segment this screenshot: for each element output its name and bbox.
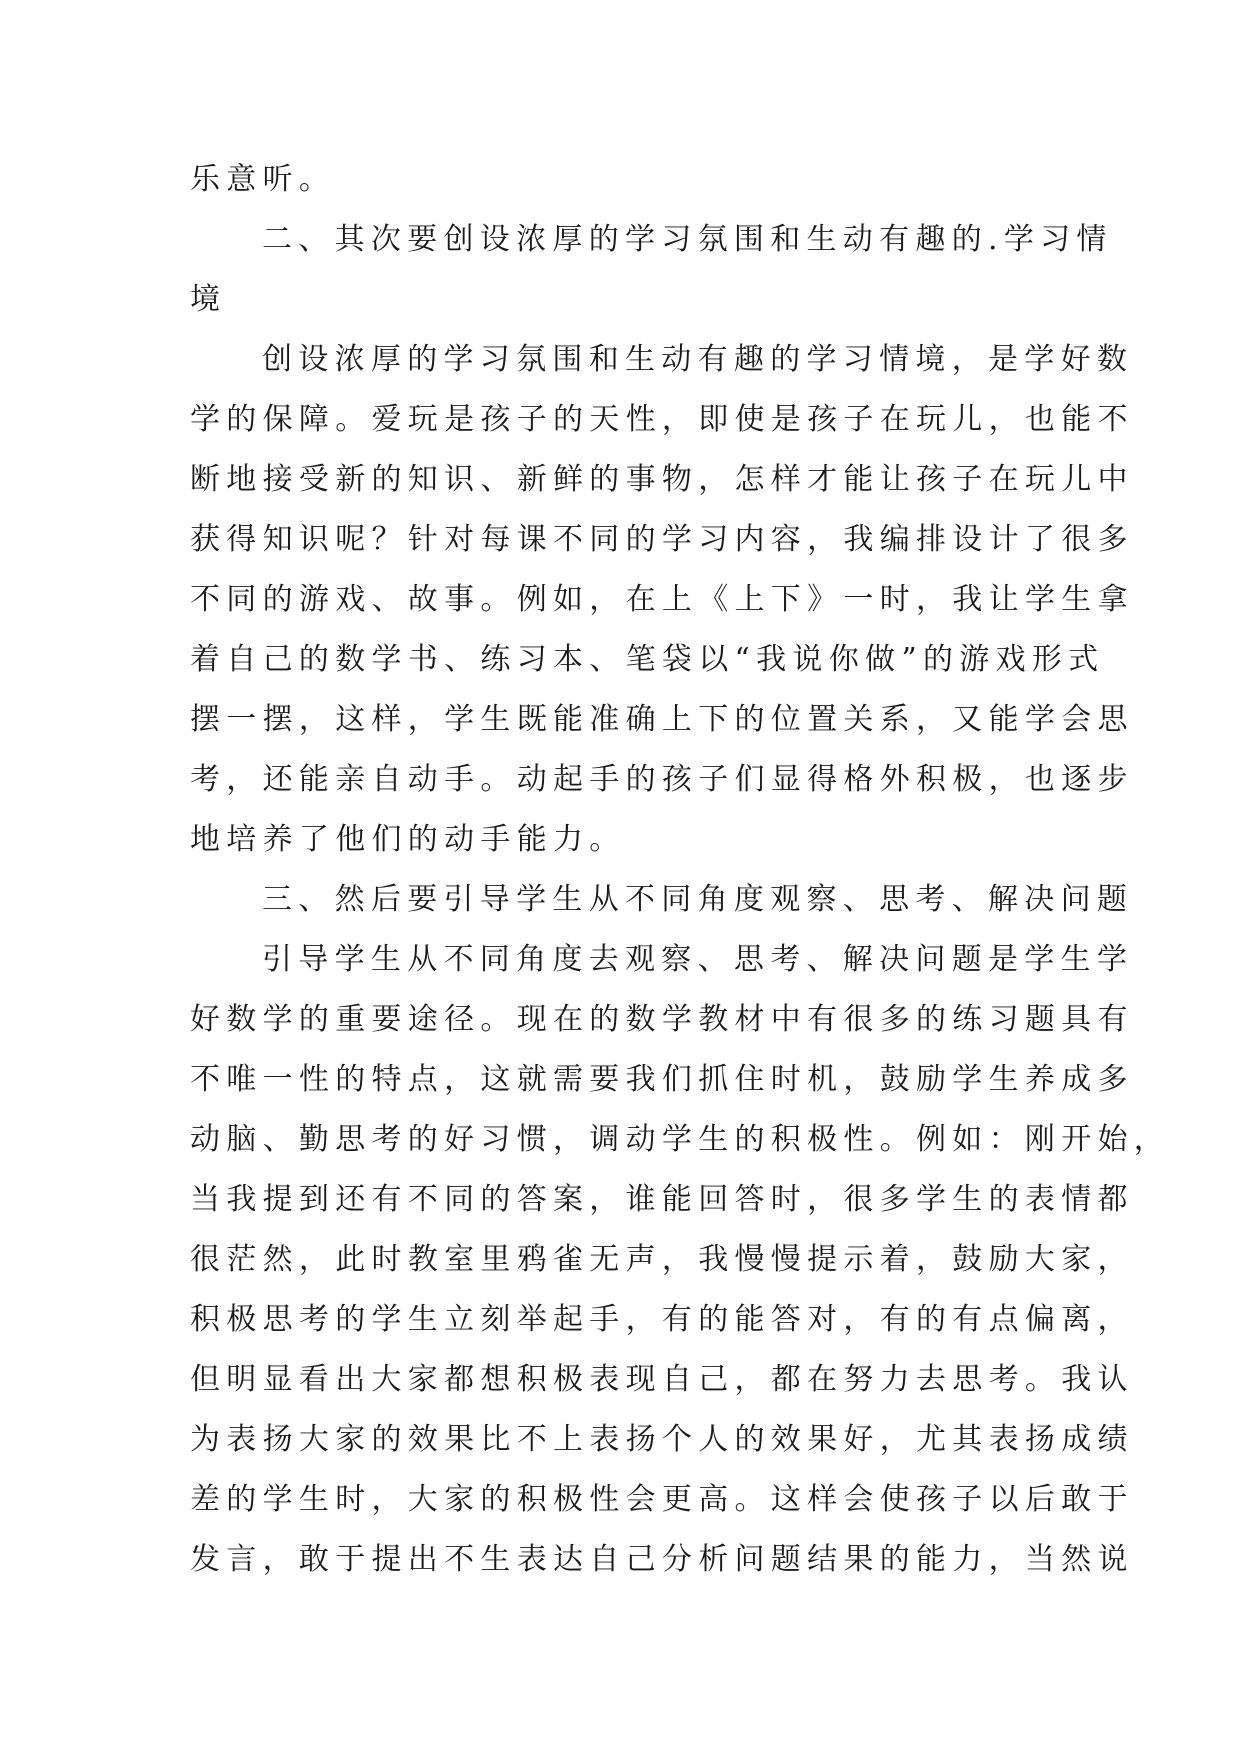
- text-line: 很茫然，此时教室里鸦雀无声，我慢慢提示着，鼓励大家，: [190, 1242, 1134, 1277]
- text-line: 但明显看出大家都想积极表现自己，都在努力去思考。我认: [190, 1362, 1134, 1397]
- text-line: 获得知识呢？针对每课不同的学习内容，我编排设计了很多: [190, 522, 1134, 557]
- text-line: 不唯一性的特点，这就需要我们抓住时机，鼓励学生养成多: [190, 1062, 1134, 1097]
- text-line: 好数学的重要途径。现在的数学教材中有很多的练习题具有: [190, 1002, 1134, 1037]
- text-line: 积极思考的学生立刻举起手，有的能答对，有的有点偏离，: [190, 1302, 1134, 1337]
- text-line: 动脑、勤思考的好习惯，调动学生的积极性。例如：刚开始，: [190, 1122, 1171, 1157]
- section-heading-2-cont: 境: [190, 282, 227, 317]
- text-line: 当我提到还有不同的答案，谁能回答时，很多学生的表情都: [190, 1182, 1134, 1217]
- text-line: 学的保障。爱玩是孩子的天性，即使是孩子在玩儿，也能不: [190, 402, 1134, 437]
- text-line: 引导学生从不同角度去观察、思考、解决问题是学生学: [262, 942, 1134, 977]
- document-body: [190, 150, 1171, 1590]
- text-line: 摆一摆，这样，学生既能准确上下的位置关系，又能学会思: [190, 702, 1134, 737]
- text-line: 差的学生时，大家的积极性会更高。这样会使孩子以后敢于: [190, 1482, 1134, 1517]
- text-line: 创设浓厚的学习氛围和生动有趣的学习情境，是学好数: [262, 342, 1134, 377]
- text-line: 考，还能亲自动手。动起手的孩子们显得格外积极，也逐步: [190, 762, 1134, 797]
- text-line: 乐意听。: [190, 162, 336, 197]
- text-line: 着自己的数学书、练习本、笔袋以“我说你做”的游戏形式: [190, 642, 1105, 677]
- text-line: 发言，敢于提出不生表达自己分析问题结果的能力，当然说: [190, 1542, 1134, 1577]
- text-line: 地培养了他们的动手能力。: [190, 822, 626, 857]
- text-line: 不同的游戏、故事。例如，在上《上下》一时，我让学生拿: [190, 582, 1134, 617]
- text-line: 为表扬大家的效果比不上表扬个人的效果好，尤其表扬成绩: [190, 1422, 1134, 1457]
- text-line: 断地接受新的知识、新鲜的事物，怎样才能让孩子在玩儿中: [190, 462, 1134, 497]
- section-heading-2: 二、其次要创设浓厚的学习氛围和生动有趣的.学习情: [262, 222, 1113, 257]
- section-heading-3: 三、然后要引导学生从不同角度观察、思考、解决问题: [262, 882, 1134, 917]
